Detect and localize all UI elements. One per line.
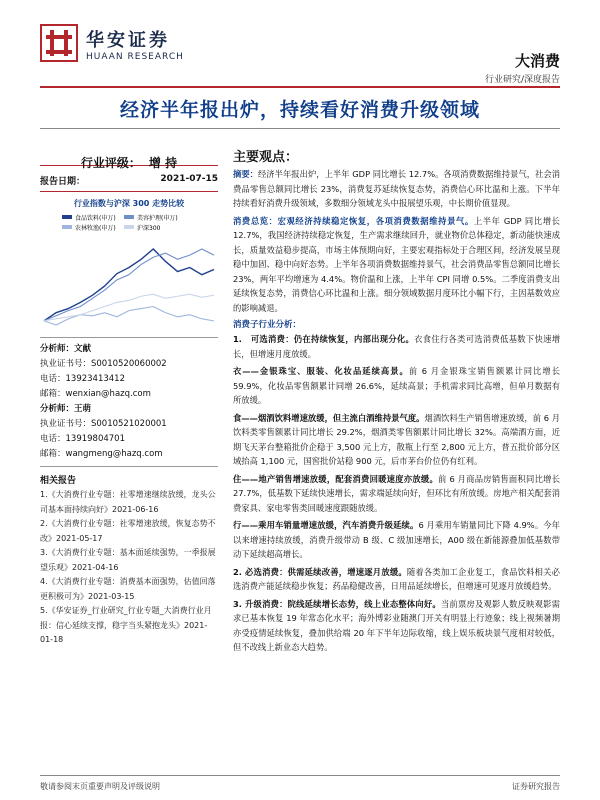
legend-swatch xyxy=(124,225,134,229)
sector-paragraph xyxy=(233,472,560,516)
sector-text: 前 6 月金银珠宝销售额累计同比增长 59.9%，化妆品零售额累计同增 26.6%，延续高景；手机需求同比高增，但单月数据有所放缓。 xyxy=(233,366,560,405)
report-date-label: 报告日期： xyxy=(40,177,86,187)
subsection-title: 消费子行业分析： xyxy=(233,320,302,330)
analyst-name: 分析师：文献 xyxy=(40,344,92,354)
analyst-contact: 电话：13919804701 xyxy=(40,434,125,444)
sector-text: 随着各类加工企业复工，食品饮料相关必选消费产能延续稳步恢复；药品稳健改善，日用品延续增长，但增速可见逐月放缓趋势。 xyxy=(233,566,560,591)
sector-lead: 住——地产销售增速放缓，配套消费回暖速度亦放缓。 xyxy=(233,473,438,484)
header-divider xyxy=(40,86,560,88)
sector-paragraph xyxy=(233,597,560,655)
sector-lead: 行——乘用车销量增速放缓，汽车消费升级延续。 xyxy=(233,520,419,530)
related-report-item: 5.《华安证券_行业研究_行业专题_大消费行业月报：信心延续支撑，稳字当头紧抱龙头》2021-01-18 xyxy=(40,606,212,644)
sector-paragraph xyxy=(233,565,560,594)
rating-label: 行业评级： xyxy=(80,156,141,170)
sector-text: 当前票房及观影人数反映观影需求已基本恢复 19 年常态化水平；海外博彩业随澳门开关有明显上行迹象；线上视频暑期亦受疫情延续恢复，叠加供给端 20 年下半年边际收缩，线上娱乐板块景气度相对较低，但不改线上新业态大趋势。 xyxy=(233,598,560,652)
paragraph-lead: 消费总览：宏观经济持续稳定恢复，各项消费数据维持景气。 xyxy=(233,215,474,226)
sector-paragraph xyxy=(233,364,560,408)
legend-label: 农林牧渔(申万) xyxy=(75,225,116,232)
title-divider xyxy=(40,128,560,129)
related-report-item: 1.《大消费行业专题：社零增速继续放缓，龙头公司基本面持续向好》2021-06-16 xyxy=(40,490,216,514)
sector-lead: 食——烟酒饮料增速放缓，但主流白酒维持景气度。 xyxy=(233,412,425,423)
sector-paragraph xyxy=(233,332,560,361)
report-date-value: 2021-07-15 xyxy=(160,174,218,184)
analyst-contact: 邮箱：wangmeng@hazq.com xyxy=(40,449,163,459)
legend-swatch xyxy=(62,215,72,219)
main-heading: 主要观点： xyxy=(233,150,299,165)
sector-lead: 3. 升级消费：院线延续增长态势，线上业态整体向好。 xyxy=(233,598,441,609)
sector-analysis-list xyxy=(233,332,560,655)
footer-divider xyxy=(40,775,560,776)
related-reports-list xyxy=(40,488,218,648)
legend-swatch xyxy=(62,225,72,229)
chart-title: 行业指数与沪深 300 走势比较 xyxy=(73,199,185,208)
summary-paragraph xyxy=(233,167,560,211)
page-title: 经济半年报出炉，持续看好消费升级领域 xyxy=(119,99,480,121)
report-category: 大消费 xyxy=(514,52,560,70)
rating-value: 增 持 xyxy=(148,156,178,170)
sector-text: 衣食住行各类可选消费低基数下快速增长，但增速月度放缓。 xyxy=(233,334,560,359)
brand-name-cn: 华安证券 xyxy=(86,30,170,51)
related-report-item: 3.《大消费行业专题：基本面延续强势，一季报展望乐观》2021-04-16 xyxy=(40,548,216,572)
analyst-contact: 执业证书号：S0010520060002 xyxy=(40,359,167,369)
analyst-name: 分析师：王萌 xyxy=(40,404,92,414)
sector-lead: 衣——金银珠宝、服装、化妆品延续高景。 xyxy=(233,366,409,376)
legend-swatch xyxy=(124,215,134,219)
footer-disclaimer: 敬请参阅末页重要声明及评级说明 xyxy=(40,782,160,791)
industry-rating xyxy=(40,140,218,170)
summary-paragraphs xyxy=(233,167,560,315)
divider xyxy=(40,337,218,338)
paragraph-text: 经济半年报出炉，上半年 GDP 同比增长 12.7%。各项消费数据维持景气，社会消费品零售总额同比增长 23%，消费复苏延续恢复态势，消费信心环比温和上涨。下半年持续看好消费升级领域，多数细分领域龙头中报展望乐观，中长期价值显现。 xyxy=(233,169,560,208)
main-content xyxy=(233,146,560,658)
report-type: 行业研究/深度报告 xyxy=(484,75,560,85)
analyst-section xyxy=(40,342,218,462)
summary-paragraph xyxy=(233,214,560,316)
series-line xyxy=(44,307,214,325)
analyst-contact: 电话：13923413412 xyxy=(40,374,125,384)
related-report-item: 2.《大消费行业专题：社零增速放缓，恢复态势不改》2021-05-17 xyxy=(40,519,216,543)
brand-logo-icon xyxy=(40,24,78,62)
legend-label: 沪深300 xyxy=(137,225,161,232)
legend-label: 美容护理(申万) xyxy=(137,215,178,222)
brand-name-en: HUAAN RESEARCH xyxy=(86,52,184,62)
sector-paragraph xyxy=(233,411,560,469)
paragraph-lead: 摘要： xyxy=(233,169,258,179)
analyst-contact: 执业证书号：S0010521020001 xyxy=(40,419,167,429)
analyst-contact: 邮箱：wenxian@hazq.com xyxy=(40,389,151,399)
paragraph-text: 上半年 GDP 同比增长 12.7%，我国经济持续稳定恢复，生产需求继续回升，就业物价总体稳定，新动能快速成长，质量效益稳步提高，市场主体预期向好，主要宏观指标处于合理区间，经济发展呈现稳中加固、稳中向好态势。上半年各项消费数据维持景气，社会消费品零售总额同比增长 23%，两年平均增速为 4.4%。物价温和上涨，上半年 CPI 同增 0.5%。二季度消费支出延续恢复态势，消费信心环比温和上涨。细分领域数据月度环比小幅下行，主因基数效应的影响减退。 xyxy=(233,215,560,313)
divider xyxy=(40,466,218,467)
sector-lead: 1. 可选消费：仍在持续恢复，内部出现分化。 xyxy=(233,334,415,344)
sector-paragraph xyxy=(233,518,560,562)
sector-text: 烟酒饮料生产销售增速放缓，前 6 月饮料类零售额累计同比增长 29.2%，烟酒类零售额累计同比增长 32%。高端酒方面，近期飞天茅台整箱批价企稳于 3,500 元上方，散瓶上行至 2,800 元上方，普五批价部分区域抬高 1,100 元，国窖批价站稳 900 元，后市茅台价位仍有红利。 xyxy=(233,412,560,466)
related-reports-title: 相关报告 xyxy=(40,476,77,486)
footer-label: 证券研究报告 xyxy=(512,782,560,791)
legend-label: 食品饮料(申万) xyxy=(75,215,116,222)
index-trend-chart xyxy=(40,209,218,329)
sector-text: 前 6 月商品房销售面积同比增长 27.7%，低基数下延续快速增长，需求端延续向好，但环比有所放缓。房地产相关配套消费家具、家电零售类回暖速度跟随放缓。 xyxy=(233,473,560,513)
related-report-item: 4.《大消费行业专题：消费基本面强势，估值回落更积极可为》2021-03-15 xyxy=(40,577,216,601)
sidebar xyxy=(40,140,218,648)
sector-lead: 2. 必选消费：供需延续改善，增速逐月放缓。 xyxy=(233,566,407,577)
sector-text: 6 月乘用车销量同比下降 4.9%。今年以来增速持续放缓，消费升级带动 B 级、C 级加速增长，A00 级在新能源叠加低基数带动下延续超高增长。 xyxy=(233,520,560,559)
